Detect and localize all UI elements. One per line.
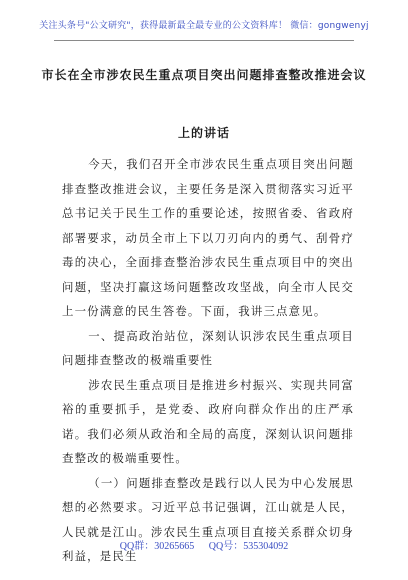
document-subtitle: 上的讲话 <box>177 126 230 140</box>
paragraph-point-1: （一）问题排查整改是践行以人民为中心发展思想的必然要求。习近平总书记强调，江山就是人民，人民就是江山。涉农民生重点项目直接关系群众切身利益，是民生 <box>62 475 354 563</box>
footer-qq-number: QQ号：535304092 <box>208 541 289 552</box>
document-title: 市长在全市涉农民生重点项目突出问题排查整改推进会议 <box>41 68 367 82</box>
paragraph-intro: 今天，我们召开全市涉农民生重点项目突出问题排查整改推进会议，主要任务是深入贯彻落实习近平总书记关于民生工作的重要论述，按照省委、省政府部署要求，动员全市上下以刀刃向内的勇气、刮骨疗毒的决心，全面排查整治涉农民生重点项目中的突出问题，坚决打赢这场问题整改攻坚战，向全市人民交上一份满意的民生答卷。下面，我讲三点意见。 <box>62 157 354 318</box>
document-body <box>62 152 354 569</box>
footer-qq-group: QQ群：30265665 <box>119 541 195 552</box>
header-divider <box>54 40 354 41</box>
paragraph-importance: 涉农民生重点项目是推进乡村振兴、实现共同富裕的重要抓手，是党委、政府向群众作出的庄严承诺。我们必须从政治和全局的高度，深刻认识问题排查整改的极端重要性。 <box>62 377 354 465</box>
footer-contact <box>0 537 408 552</box>
paragraph-heading-1: 一、提高政治站位，深刻认识涉农民生重点项目问题排查整改的极端重要性 <box>62 328 354 367</box>
header-banner: 关注头条号"公文研究"，获得最新最全最专业的公文资料库！ 微信：gongwenyj <box>39 21 369 31</box>
